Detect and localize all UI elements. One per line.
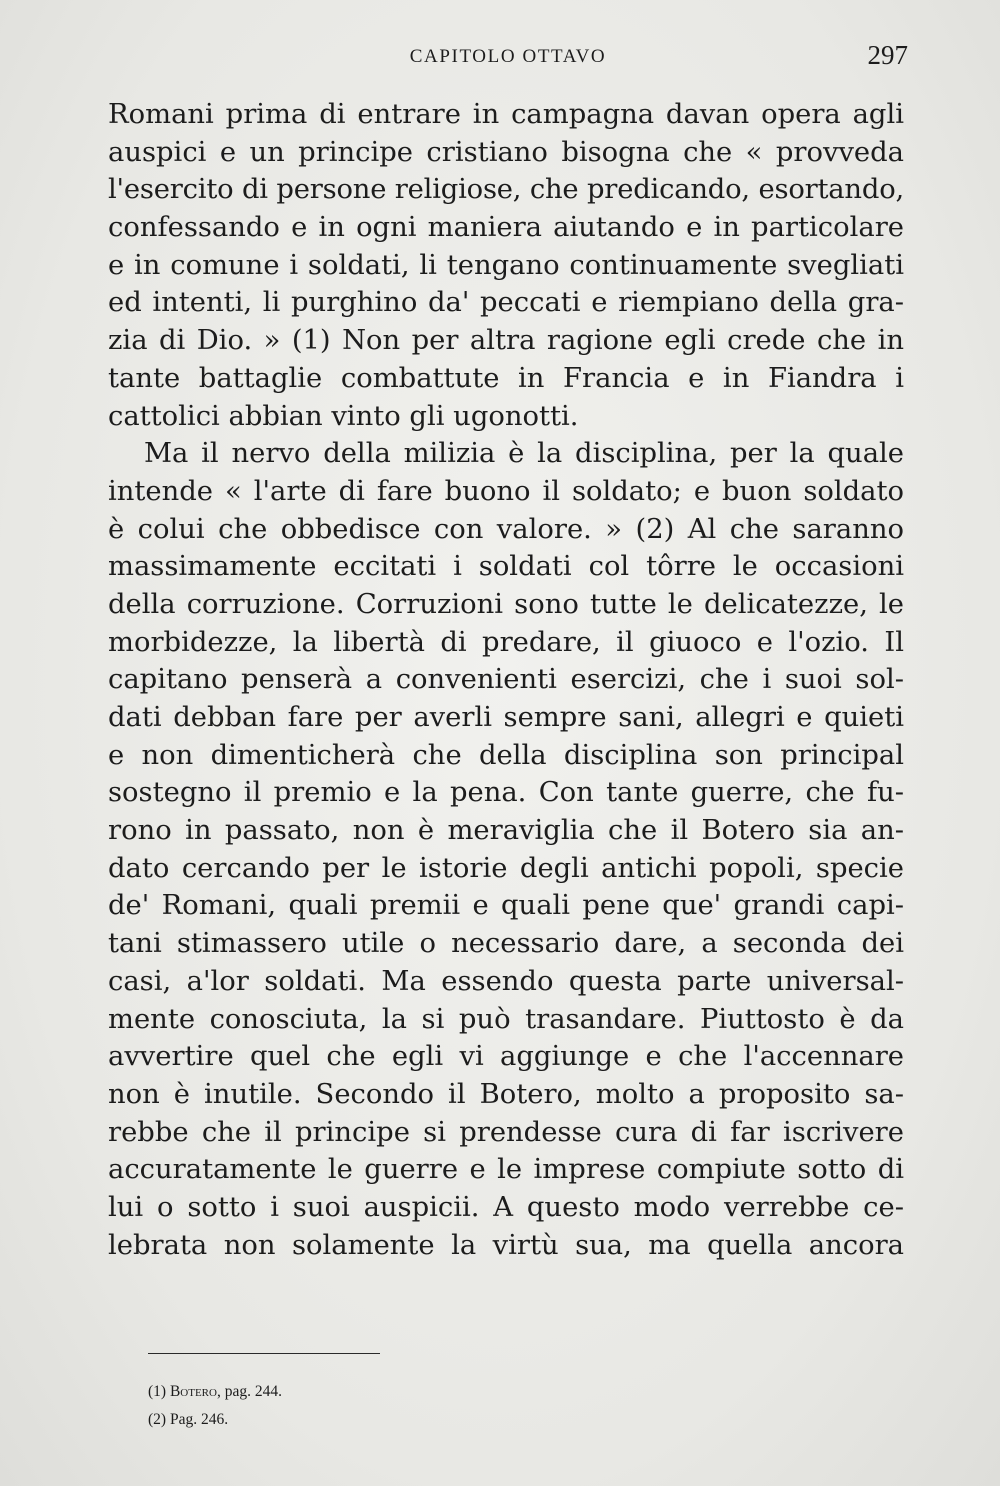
text-line: lebrata non solamente la virtù sua, ma quella ancora	[108, 1229, 904, 1261]
text-line: accuratamente le guerre e le imprese compiute sotto di	[108, 1154, 904, 1186]
text-line: confessando e in ogni maniera aiutando e in particolare	[108, 212, 904, 244]
text-line: non è inutile. Secondo il Botero, molto a proposito sa-	[108, 1078, 904, 1110]
text-line: mente conosciuta, la si può trasandare. Piuttosto è da	[108, 1003, 904, 1035]
text-line: lui o sotto i suoi auspicii. A questo modo verrebbe ce-	[108, 1191, 904, 1223]
text-line: auspici e un principe cristiano bisogna che « provveda	[108, 136, 904, 168]
footnote-text: , pag. 244.	[216, 1383, 282, 1400]
text-line: dati debban fare per averli sempre sani, allegri e quieti	[108, 702, 904, 733]
page-number: 297	[867, 40, 908, 70]
text-line: massimamente eccitati i soldati col tôrre le occasioni	[108, 551, 904, 583]
text-line: Ma il nervo della milizia è la disciplina, per la quale	[144, 438, 904, 470]
text-line: Romani prima di entrare in campagna davan opera agli	[108, 99, 904, 130]
footnote-author: Botero	[169, 1383, 217, 1400]
text-line: tante battaglie combattute in Francia e in Fiandra i	[108, 362, 904, 394]
text-line: morbidezze, la libertà di predare, il giuoco e l'ozio. Il	[108, 626, 904, 658]
text-line: capitano penserà a convenienti esercizi, che i suoi sol-	[108, 664, 904, 696]
text-line: è colui che obbedisce con valore. » (2) Al che saranno	[108, 513, 904, 545]
text-line: della corruzione. Corruzioni sono tutte le delicatezze, le	[108, 588, 904, 620]
text-line: e non dimenticherà che della disciplina son principal	[108, 739, 904, 771]
body-text	[108, 96, 904, 1264]
text-line: e in comune i soldati, li tengano continuamente svegliati	[108, 249, 904, 281]
text-line: rebbe che il principe si prendesse cura di far iscrivere	[108, 1116, 904, 1148]
running-head: CAPITOLO OTTAVO	[409, 46, 607, 67]
text-line: avvertire quel che egli vi aggiunge e che l'accennare	[108, 1041, 904, 1073]
text-line: tani stimassero utile o necessario dare, a seconda dei	[108, 928, 904, 960]
text-line: l'esercito di persone religiose, che predicando, esortando,	[108, 174, 904, 206]
text-line: intende « l'arte di fare buono il soldato; e buon soldato	[108, 475, 904, 507]
text-line: ed intenti, li purghino da' peccati e riempiano della gra-	[108, 287, 904, 319]
text-line: casi, a'lor soldati. Ma essendo questa parte universal-	[108, 965, 904, 997]
footnote-divider	[148, 1353, 380, 1354]
text-line: zia di Dio. » (1) Non per altra ragione egli crede che in	[108, 325, 904, 357]
text-line: rono in passato, non è meraviglia che il Botero sia an-	[108, 815, 904, 847]
page-header	[108, 40, 908, 80]
text-line: de' Romani, quali premii e quali pene que' grandi capi-	[108, 890, 904, 922]
footnote-1	[148, 1378, 748, 1406]
text-line: sostegno il premio e la pena. Con tante guerre, che fu-	[108, 777, 904, 809]
footnote-marker: (2)	[148, 1411, 167, 1428]
footnote-text: Pag. 246.	[169, 1411, 229, 1428]
footnote-2	[148, 1406, 748, 1434]
footnotes	[148, 1378, 748, 1434]
text-line: dato cercando per le istorie degli antichi popoli, specie	[108, 852, 904, 884]
text-line: cattolici abbian vinto gli ugonotti.	[108, 400, 579, 432]
footnote-marker: (1)	[148, 1383, 167, 1400]
